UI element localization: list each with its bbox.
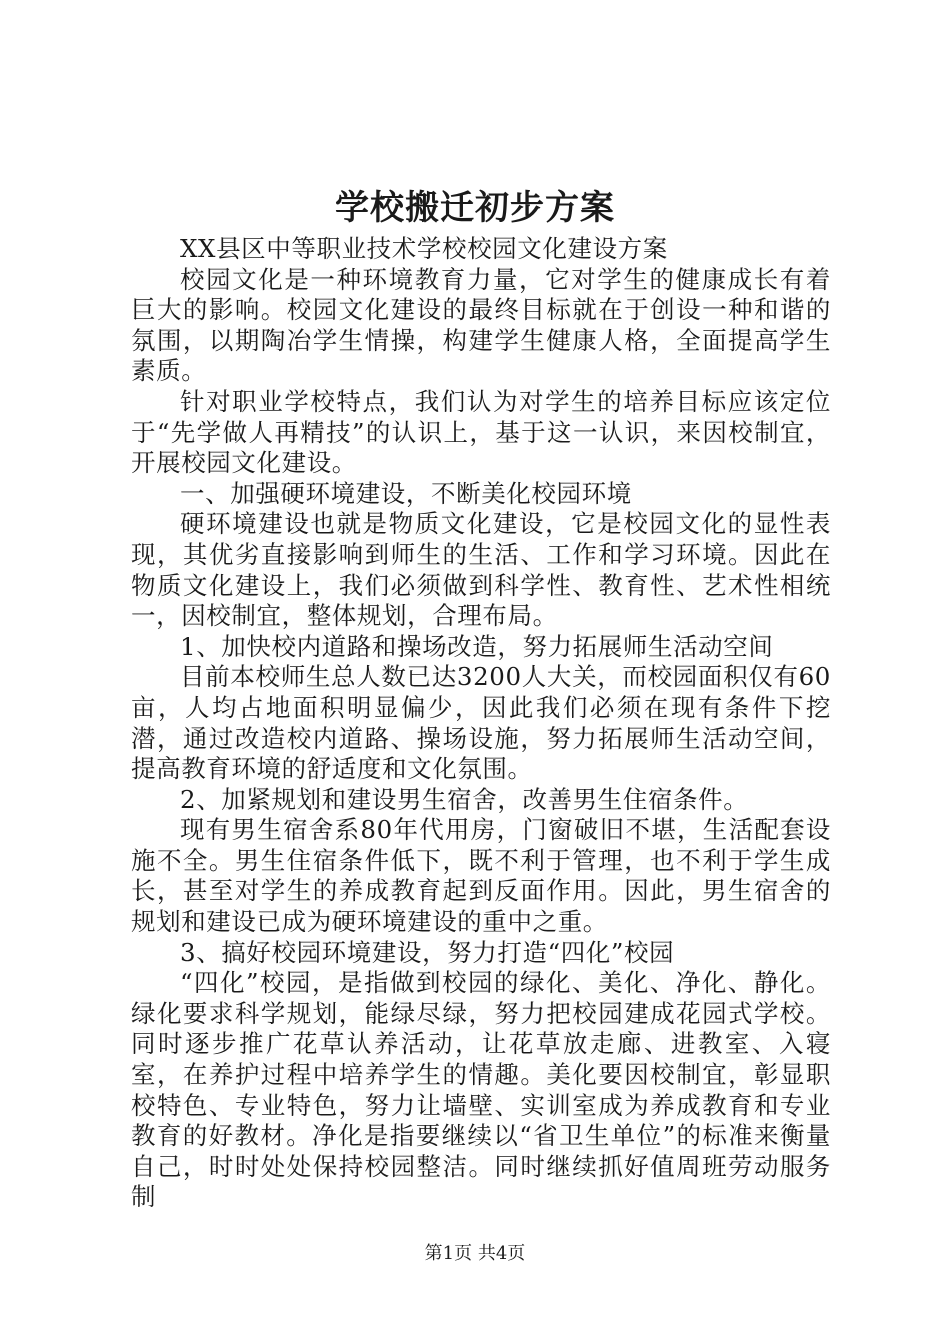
- body-paragraph: 现有男生宿舍系80年代用房，门窗破旧不堪，生活配套设施不全。男生住宿条件低下，既不利于管理，也不利于学生成长，甚至对学生的养成教育起到反面作用。因此，男生宿舍的规划和建设已成为硬环境建设的重中之重。: [131, 815, 831, 937]
- section-heading: 一、加强硬环境建设，不断美化校园环境: [180, 478, 632, 508]
- subsection-heading: 1、加快校内道路和操场改造，努力拓展师生活动空间: [180, 631, 774, 661]
- document-body: [131, 234, 831, 1213]
- subtitle-paragraph: XX县区中等职业技术学校校园文化建设方案: [180, 234, 668, 263]
- body-paragraph: “四化”校园，是指做到校园的绿化、美化、净化、静化。绿化要求科学规划，能绿尽绿，努力把校园建成花园式学校。同时逐步推广花草认养活动，让花草放走廊、进教室、入寝室，在养护过程中培养学生的情趣。美化要因校制宜，彰显职校特色、专业特色，努力让墙壁、实训室成为养成教育和专业教育的好教材。净化是指要继续以“省卫生单位”的标准来衡量自己，时时处处保持校园整洁。同时继续抓好值周班劳动服务制: [131, 968, 831, 1212]
- body-paragraph: 目前本校师生总人数已达3200人大关，而校园面积仅有60亩，人均占地面积明显偏少，因此我们必须在现有条件下挖潜，通过改造校内道路、操场设施，努力拓展师生活动空间，提高教育环境的舒适度和文化氛围。: [131, 662, 831, 784]
- subsection-heading: 3、搞好校园环境建设，努力打造“四化”校园: [180, 937, 675, 967]
- subsection-heading: 2、加紧规划和建设男生宿舍，改善男生住宿条件。: [180, 784, 749, 814]
- body-paragraph: 硬环境建设也就是物质文化建设，它是校园文化的显性表现，其优劣直接影响到师生的生活、工作和学习环境。因此在物质文化建设上，我们必须做到科学性、教育性、艺术性相统一，因校制宜，整体规划，合理布局。: [131, 509, 831, 631]
- body-paragraph: 校园文化是一种环境教育力量，它对学生的健康成长有着巨大的影响。校园文化建设的最终目标就在于创设一种和谐的氛围，以期陶冶学生情操，构建学生健康人格，全面提高学生素质。: [131, 264, 831, 386]
- document-title: 学校搬迁初步方案: [335, 188, 615, 228]
- body-paragraph: 针对职业学校特点，我们认为对学生的培养目标应该定位于“先学做人再精技”的认识上，基于这一认识，来因校制宜，开展校园文化建设。: [131, 386, 831, 478]
- page-footer: 第1页 共4页: [424, 1243, 526, 1264]
